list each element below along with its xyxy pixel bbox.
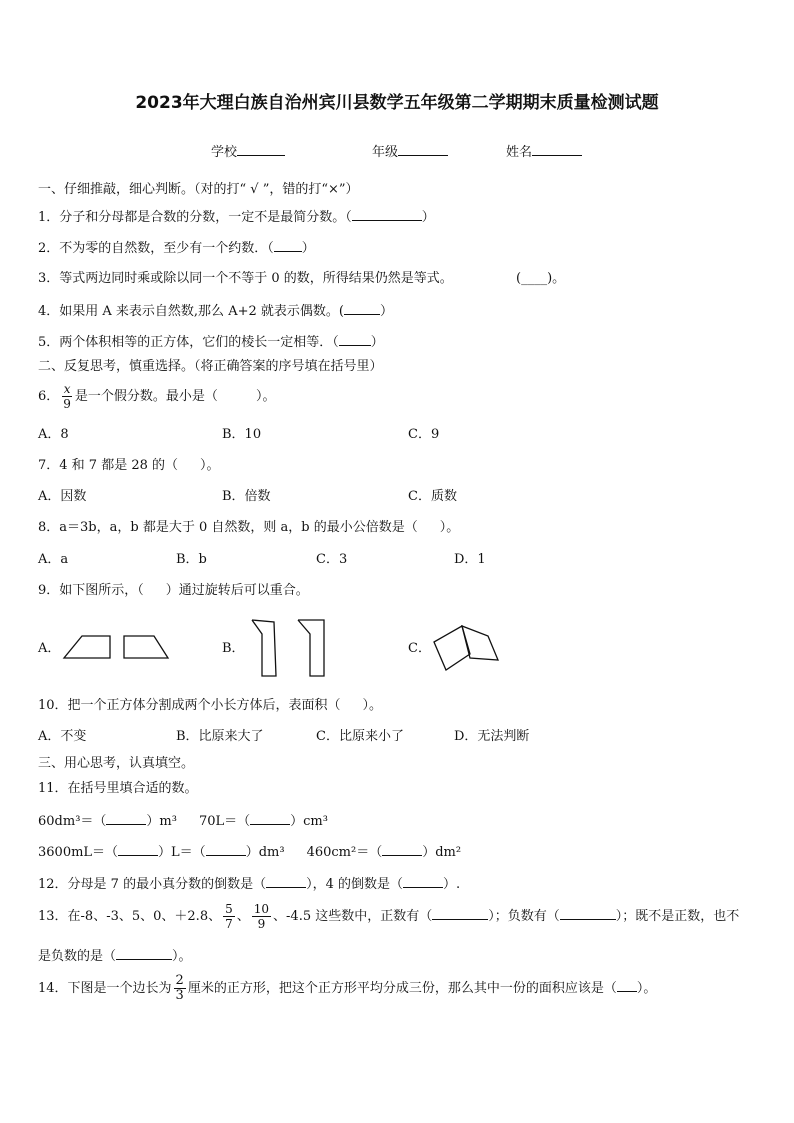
- q13-f2-num: 10: [253, 902, 270, 916]
- q12-text: 12．分母是 7 的最小真分数的倒数是（: [38, 877, 267, 892]
- q6-option-a[interactable]: A．8: [38, 427, 69, 442]
- q9-option-c[interactable]: C．: [408, 641, 431, 656]
- q9-c-quad-left: [434, 626, 470, 670]
- q11-m3-label: ）m³: [146, 814, 177, 829]
- q9-b-shape-right: [298, 620, 324, 676]
- q10-option-b[interactable]: B．比原来大了: [176, 729, 264, 744]
- q13-close: ）。: [172, 949, 192, 964]
- q1-text: 1．分子和分母都是合数的分数，一定不是最简分数。（: [38, 210, 352, 225]
- q13-fraction-1: [223, 902, 235, 931]
- q11-blank-1[interactable]: [106, 811, 146, 825]
- q10-close: ）。: [362, 698, 383, 713]
- q11-dm3-unit: ）dm³: [245, 845, 285, 860]
- q11-dm2-unit: ）dm²: [422, 845, 462, 860]
- q10-option-a[interactable]: A．不变: [38, 729, 87, 744]
- q2-answer-blank[interactable]: [274, 238, 302, 252]
- q4-text: 4．如果用 A 来表示自然数,那么 A+2 就表示偶数。(: [38, 304, 344, 319]
- q12-mid: ），4 的倒数是（: [306, 877, 403, 892]
- school-label: 学校: [211, 145, 238, 160]
- grade-blank[interactable]: [398, 142, 448, 156]
- q5-text: 5．两个体积相等的正方体，它们的棱长一定相等．（: [38, 335, 339, 350]
- q10-option-d[interactable]: D．无法判断: [454, 729, 530, 744]
- q4-answer-blank[interactable]: [344, 301, 380, 315]
- q11-blank-2[interactable]: [250, 811, 290, 825]
- q11-cm3-label: ）cm³: [290, 814, 328, 829]
- q5-close: ）: [370, 335, 384, 350]
- q14-text: 14．下图是一个边长为: [38, 981, 172, 996]
- school-blank[interactable]: [237, 142, 285, 156]
- q9-figure-a: [62, 632, 172, 662]
- q1-answer-blank[interactable]: [352, 207, 422, 221]
- q6-number: 6．: [38, 389, 60, 404]
- q12-close: ）.: [442, 877, 461, 892]
- q9-a-trapezoid-right: [124, 636, 168, 658]
- question-12: [38, 874, 460, 894]
- question-9: [38, 582, 309, 600]
- q3-answer[interactable]: (____)。: [516, 271, 566, 286]
- q13-line2-text: 是负数的是（: [38, 949, 117, 964]
- q14-rest: 厘米的正方形，把这个正方形平均分成三份，那么其中一份的面积应该是（: [187, 981, 617, 996]
- q13-line-2: [38, 946, 192, 966]
- q8-close: ）。: [439, 520, 460, 535]
- q9-close: ）通过旋转后可以重合。: [165, 583, 309, 598]
- q13-blank-positive[interactable]: [432, 906, 488, 920]
- q5-answer-blank[interactable]: [339, 332, 371, 346]
- q8-option-b[interactable]: B．b: [176, 552, 207, 567]
- q14-fraction: [174, 974, 186, 1003]
- q11-blank-3[interactable]: [118, 842, 158, 856]
- q6-fraction: [61, 382, 73, 411]
- section-2-heading: 二、反复思考，慎重选择。（将正确答案的序号填在括号里）: [38, 359, 383, 374]
- q9-a-trapezoid-left: [64, 636, 110, 658]
- grade-field: [372, 142, 448, 162]
- question-1: [38, 207, 435, 227]
- q13-text: 13．在-8、-3、5、0、＋2.8、: [38, 909, 222, 924]
- q2-text: 2．不为零的自然数，至少有一个约数．（: [38, 241, 274, 256]
- q14-answer-blank[interactable]: [617, 978, 637, 992]
- q13-blank-neither[interactable]: [116, 946, 172, 960]
- q13-fraction-2: [252, 902, 271, 931]
- q7-option-b[interactable]: B．倍数: [222, 489, 271, 504]
- school-field: [211, 142, 285, 162]
- q14-frac-den: 3: [175, 988, 184, 1003]
- question-7: [38, 457, 220, 475]
- q11-line-2: [38, 842, 461, 862]
- grade-label: 年级: [372, 145, 399, 160]
- q2-close: ）: [301, 241, 315, 256]
- name-blank[interactable]: [532, 142, 582, 156]
- q8-option-c[interactable]: C．3: [316, 552, 348, 567]
- question-10: [38, 697, 382, 715]
- q13-mid1: ）；负数有（: [488, 909, 560, 924]
- section-1-heading: 一、仔细推敲，细心判断。（对的打“ √ ”，错的打“×”）: [38, 182, 359, 197]
- q11-ml-label: 3600mL＝（: [38, 845, 119, 860]
- page-title: 2023年大理白族自治州宾川县数学五年级第二学期期末质量检测试题: [135, 93, 659, 113]
- q11-cm2-label: 460cm²＝（: [306, 845, 383, 860]
- q7-close: ）。: [200, 458, 220, 473]
- q9-figure-b: [250, 618, 330, 680]
- q9-figure-c: [432, 622, 506, 674]
- q6-frac-numerator: x: [63, 382, 71, 396]
- q6-close: ）。: [255, 389, 276, 404]
- q7-text: 7．4 和 7 都是 28 的（: [38, 458, 179, 473]
- question-13: [38, 900, 739, 934]
- q4-close: ）: [379, 304, 393, 319]
- name-field: [506, 142, 582, 162]
- question-2: [38, 238, 315, 258]
- q13-sep2: 、-4.5 这些数中，正数有（: [273, 909, 433, 924]
- q10-option-c[interactable]: C．比原来小了: [316, 729, 404, 744]
- q11-blank-4[interactable]: [206, 842, 246, 856]
- q11-l-label: ）L＝（: [158, 845, 206, 860]
- q7-option-c[interactable]: C．质数: [408, 489, 457, 504]
- q8-option-d[interactable]: D．1: [454, 552, 486, 567]
- q6-option-c[interactable]: C．9: [408, 427, 440, 442]
- q6-frac-denominator: 9: [63, 397, 71, 411]
- q9-b-shape-left: [252, 620, 276, 676]
- q6-option-b[interactable]: B．10: [222, 427, 262, 442]
- q13-f2-den: 9: [257, 917, 266, 931]
- q13-f1-num: 5: [225, 902, 233, 916]
- q3-text: 3．等式两边同时乘或除以同一个不等于 0 的数，所得结果仍然是等式。: [38, 271, 453, 286]
- question-3: [38, 270, 453, 288]
- q14-frac-num: 2: [175, 973, 184, 988]
- q12-blank-2[interactable]: [403, 874, 443, 888]
- q11-line-1: [38, 811, 328, 831]
- q10-text: 10．把一个正方体分割成两个小长方体后，表面积（: [38, 698, 341, 713]
- question-8: [38, 519, 459, 537]
- q13-f1-den: 7: [225, 917, 233, 931]
- q9-option-a[interactable]: A．: [38, 641, 61, 656]
- q13-blank-negative[interactable]: [560, 906, 616, 920]
- section-3-heading: 三、用心思考，认真填空。: [38, 756, 195, 771]
- q13-sep1: 、: [236, 909, 250, 924]
- question-4: [38, 301, 393, 321]
- question-14: [38, 970, 656, 1008]
- q6-text: 是一个假分数。最小是（: [74, 389, 218, 404]
- q9-option-b[interactable]: B．: [222, 641, 245, 656]
- question-6: [38, 381, 275, 413]
- q7-option-a[interactable]: A．因数: [38, 489, 87, 504]
- q8-text: 8．a＝3b，a，b 都是大于 0 自然数，则 a，b 的最小公倍数是（: [38, 520, 418, 535]
- name-label: 姓名: [506, 145, 533, 160]
- q1-close: ）: [421, 210, 435, 225]
- q9-text: 9．如下图所示，（: [38, 583, 144, 598]
- question-5: [38, 332, 384, 352]
- q12-blank-1[interactable]: [266, 874, 306, 888]
- q11-liter-label: 70L＝（: [198, 814, 251, 829]
- q11-blank-5[interactable]: [382, 842, 422, 856]
- q11-dm3-label: 60dm³＝（: [38, 814, 107, 829]
- q13-mid2: ）；既不是正数，也不: [615, 909, 740, 924]
- q8-option-a[interactable]: A．a: [38, 552, 69, 567]
- q14-close: ）。: [636, 981, 657, 996]
- question-11: 11．在括号里填合适的数。: [38, 781, 198, 796]
